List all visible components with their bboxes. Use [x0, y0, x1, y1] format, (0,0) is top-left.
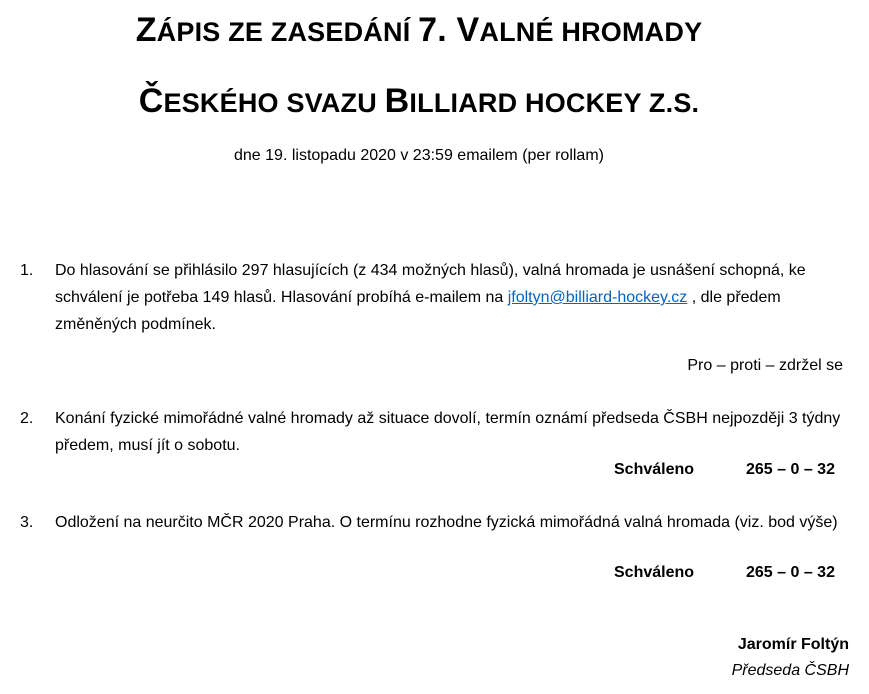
title-part: ALNÉ HROMADY: [479, 17, 703, 47]
result-score: 265 – 0 – 32: [746, 461, 835, 478]
item-text: Odložení na neurčito MČR 2020 Praha. O termínu rozhodne fyzická mimořádná valná hromada (viz. bod výše): [55, 514, 838, 531]
result-label: Schváleno: [614, 461, 695, 478]
item-number: 1.: [20, 262, 34, 279]
document-title-line-1: [0, 10, 838, 52]
item-number: 3.: [20, 514, 34, 531]
title-part: ÁPIS ZE ZASEDÁNÍ: [156, 17, 419, 47]
title-part: Č: [138, 82, 164, 120]
signatory-role: Předseda ČSBH: [731, 662, 849, 679]
item-number: 2.: [20, 410, 34, 427]
item-text-before-link: Do hlasování se přihlásilo 297 hlasujících (z 434 možných hlasů), valná hromada je usnášení schopná, ke schválení je potřeba 149 hlasů. Hlasování probíhá e-mailem na: [55, 262, 806, 306]
title-part: ESKÉHO SVAZU: [163, 88, 385, 118]
result-score: 265 – 0 – 32: [746, 564, 835, 581]
signature-block: [732, 632, 849, 684]
vote-result-3: [614, 562, 854, 584]
item-text: Konání fyzické mimořádné valné hromady až situace dovolí, termín oznámí předseda ČSBH nejpozději 3 týdny předem, musí jít o sobotu.: [55, 410, 841, 454]
item-text-after-link: , dle předem změněných podmínek.: [55, 289, 781, 333]
title-part: B: [384, 82, 410, 120]
signatory-name: Jaromír Foltýn: [737, 636, 849, 653]
title-part: Z: [135, 11, 157, 49]
result-label: Schváleno: [614, 564, 695, 581]
title-part: ILLIARD HOCKEY Z.S.: [409, 88, 700, 118]
vote-column-header: Pro – proti – zdržel se: [687, 357, 843, 374]
document-subtitle: dne 19. listopadu 2020 v 23:59 emailem (per rollam): [234, 147, 604, 164]
item-text: [55, 257, 855, 338]
title-part: 7. V: [418, 11, 480, 49]
document-title-line-2: [0, 81, 838, 123]
vote-result-2: [614, 459, 854, 481]
email-link[interactable]: jfoltyn@billiard-hockey.cz: [507, 289, 688, 306]
